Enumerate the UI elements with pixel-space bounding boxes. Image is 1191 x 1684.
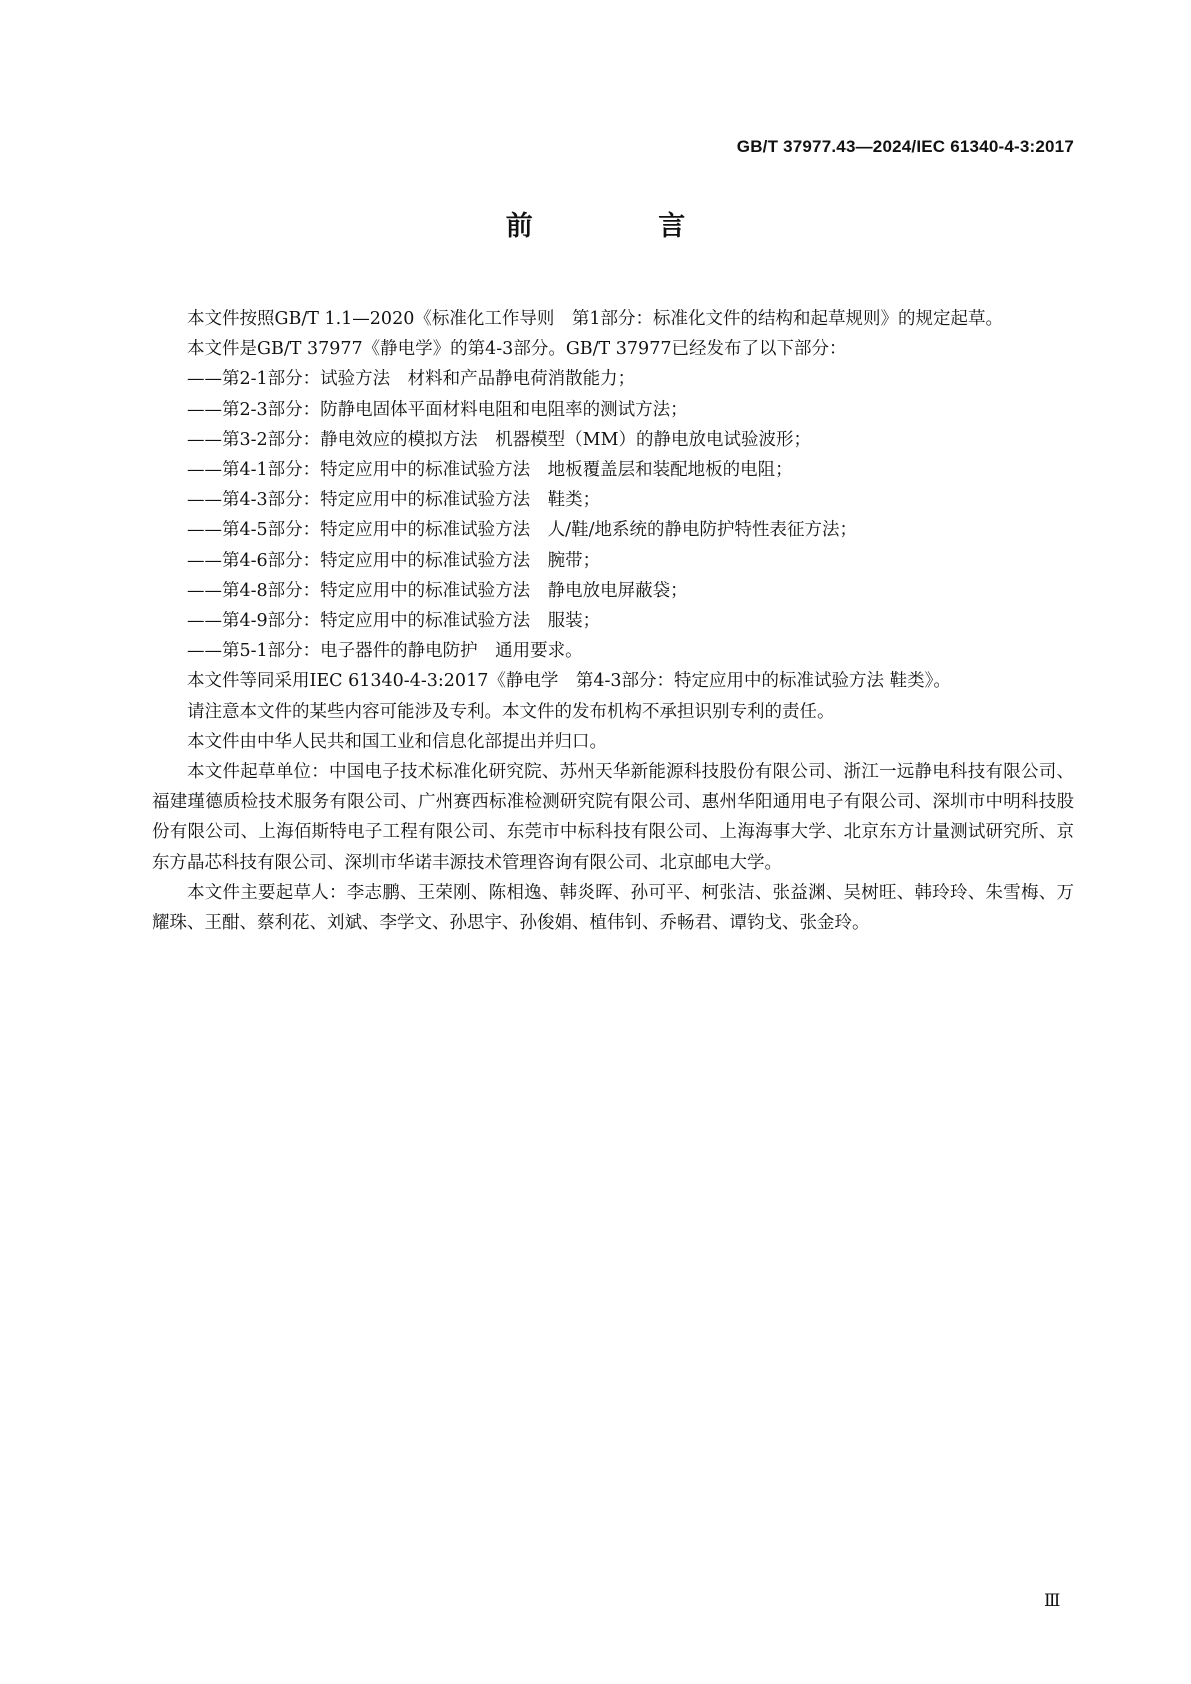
list-item: ——第4-8部分：特定应用中的标准试验方法 静电放电屏蔽袋；	[187, 580, 688, 601]
list-item: ——第4-6部分：特定应用中的标准试验方法 腕带；	[187, 550, 601, 571]
foreword-body	[152, 304, 1074, 938]
list-item: ——第4-1部分：特定应用中的标准试验方法 地板覆盖层和装配地板的电阻；	[187, 460, 793, 481]
parts-list	[152, 364, 1074, 666]
paragraph-proposer: 本文件由中华人民共和国工业和信息化部提出并归口。	[187, 731, 607, 752]
list-item: ——第3-2部分：静电效应的模拟方法 机器模型（MM）的静电放电试验波形；	[187, 429, 812, 450]
paragraph-series-intro: 本文件是GB/T 37977《静电学》的第4-3部分。GB/T 37977已经发布了以下部分：	[187, 339, 847, 360]
paragraph-drafters: 本文件主要起草人：李志鹏、王荣刚、陈相逸、韩炎晖、孙可平、柯张洁、张益渊、吴树旺、韩玲玲、朱雪梅、万耀珠、王酣、蔡利花、刘斌、李学文、孙思宇、孙俊娟、植伟钊、乔畅君、谭钧戈、张金玲。	[152, 882, 1074, 934]
page-title: 前 言	[505, 211, 744, 242]
list-item: ——第4-5部分：特定应用中的标准试验方法 人/鞋/地系统的静电防护特性表征方法；	[187, 520, 857, 541]
paragraph-adoption: 本文件等同采用IEC 61340-4-3:2017《静电学 第4-3部分：特定应用中的标准试验方法 鞋类》。	[187, 671, 951, 692]
list-item: ——第4-3部分：特定应用中的标准试验方法 鞋类；	[187, 490, 601, 511]
paragraph-patent-notice: 请注意本文件的某些内容可能涉及专利。本文件的发布机构不承担识别专利的责任。	[187, 701, 835, 722]
paragraph-drafting-units: 本文件起草单位：中国电子技术标准化研究院、苏州天华新能源科技股份有限公司、浙江一远静电科技有限公司、福建瑾德质检技术服务有限公司、广州赛西标准检测研究院有限公司、惠州华阳通用电子有限公司、深圳市中明科技股份有限公司、上海佰斯特电子工程有限公司、东莞市中标科技有限公司、上海海事大学、北京东方计量测试研究所、京东方晶芯科技有限公司、深圳市华诺丰源技术管理咨询有限公司、北京邮电大学。	[152, 762, 1074, 873]
paragraph-drafting-rule: 本文件按照GB/T 1.1—2020《标准化工作导则 第1部分：标准化文件的结构和起草规则》的规定起草。	[187, 309, 1003, 329]
list-item: ——第2-3部分：防静电固体平面材料电阻和电阻率的测试方法；	[187, 399, 688, 420]
page-number: Ⅲ	[1044, 1591, 1061, 1611]
list-item: ——第2-1部分：试验方法 材料和产品静电荷消散能力；	[187, 369, 636, 390]
list-item: ——第4-9部分：特定应用中的标准试验方法 服装；	[187, 611, 601, 632]
document-code: GB/T 37977.43—2024/IEC 61340-4-3:2017	[736, 137, 1074, 156]
list-item: ——第5-1部分：电子器件的静电防护 通用要求。	[187, 641, 583, 662]
